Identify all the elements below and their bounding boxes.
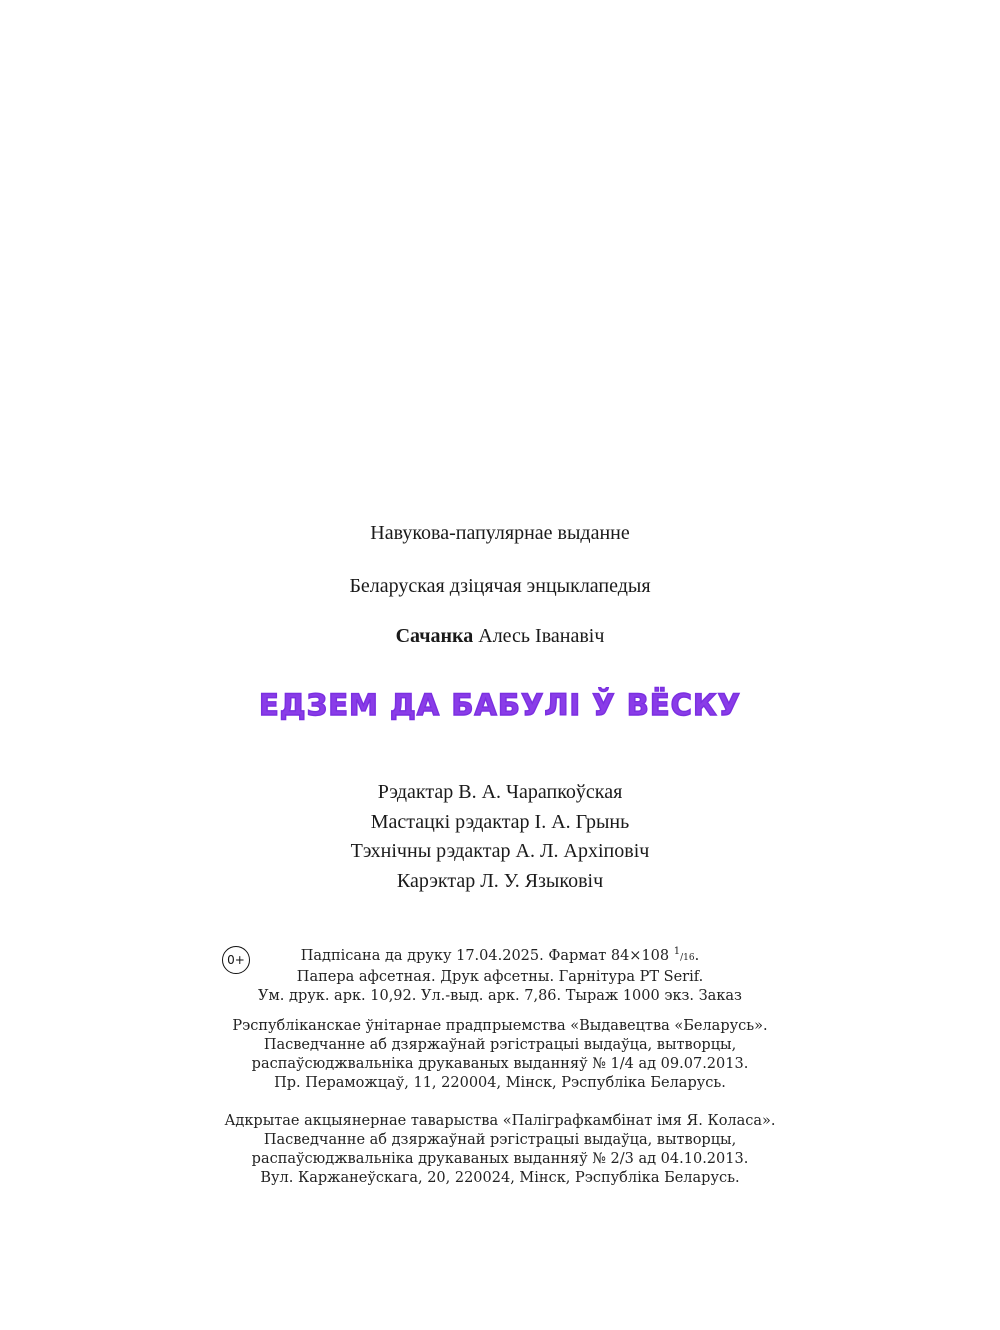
print-info-block <box>0 942 1000 1006</box>
printer-block <box>0 1112 1000 1188</box>
publisher-line-4: Пр. Пераможцаў, 11, 220004, Мінск, Рэспубліка Беларусь. <box>274 1075 726 1091</box>
publisher-block <box>0 1017 1000 1093</box>
author-line <box>0 625 1000 648</box>
print-info-line-1 <box>0 942 1000 968</box>
print-info-line-2: Папера афсетная. Друк афсетны. Гарнітура PT Serif. <box>296 969 704 985</box>
printer-line-3: распаўсюджвальніка друкаваных выданняў № 2/3 ад 04.10.2013. <box>251 1151 749 1167</box>
book-title: ЕДЗЕМ ДА БАБУЛІ Ў ВЁСКУ <box>258 688 742 722</box>
printer-line-1: Адкрытае акцыянернае таварыства «Паліграфкамбінат імя Я. Коласа». <box>224 1113 776 1129</box>
printer-line-2: Пасведчанне аб дзяржаўнай рэгістрацыі выдаўца, вытворцы, <box>263 1132 737 1148</box>
print-info-line-1-suffix: . <box>694 948 700 964</box>
printer-line-4: Вул. Каржанеўскага, 20, 220024, Мінск, Рэспубліка Беларусь. <box>260 1170 740 1186</box>
publisher-line-2: Пасведчанне аб дзяржаўнай рэгістрацыі выдаўца, вытворцы, <box>263 1037 737 1053</box>
print-info-line-1-prefix: Падпісана да друку 17.04.2025. Фармат 84×108 <box>300 948 670 964</box>
staff-technical-editor: Тэхнічны рэдактар А. Л. Архіповіч <box>350 840 650 862</box>
staff-editor: Рэдактар В. А. Чарапкоўская <box>377 781 623 803</box>
publisher-line-1: Рэспубліканскае ўнітарнае прадпрыемства «Выдавецтва «Беларусь». <box>232 1018 768 1034</box>
publisher-line-3: распаўсюджвальніка друкаваных выданняў № 1/4 ад 09.07.2013. <box>251 1056 749 1072</box>
author-surname: Сачанка <box>395 625 474 647</box>
staff-list <box>0 778 1000 896</box>
author-given-names: Алесь Іванавіч <box>478 625 605 647</box>
format-numerator: 1 <box>673 946 681 957</box>
staff-art-editor: Мастацкі рэдактар І. А. Грынь <box>370 810 630 833</box>
series-line: Беларуская дзіцячая энцыклапедыя <box>349 575 651 597</box>
staff-proofreader: Карэктар Л. У. Языковіч <box>396 869 604 892</box>
genre-line: Навукова-папулярнае выданне <box>370 522 630 544</box>
age-rating-badge: 0+ <box>222 946 250 974</box>
print-info-line-3: Ум. друк. арк. 10,92. Ул.-выд. арк. 7,86. Тыраж 1000 экз. Заказ <box>258 988 742 1004</box>
format-denominator: /16 <box>680 953 695 963</box>
